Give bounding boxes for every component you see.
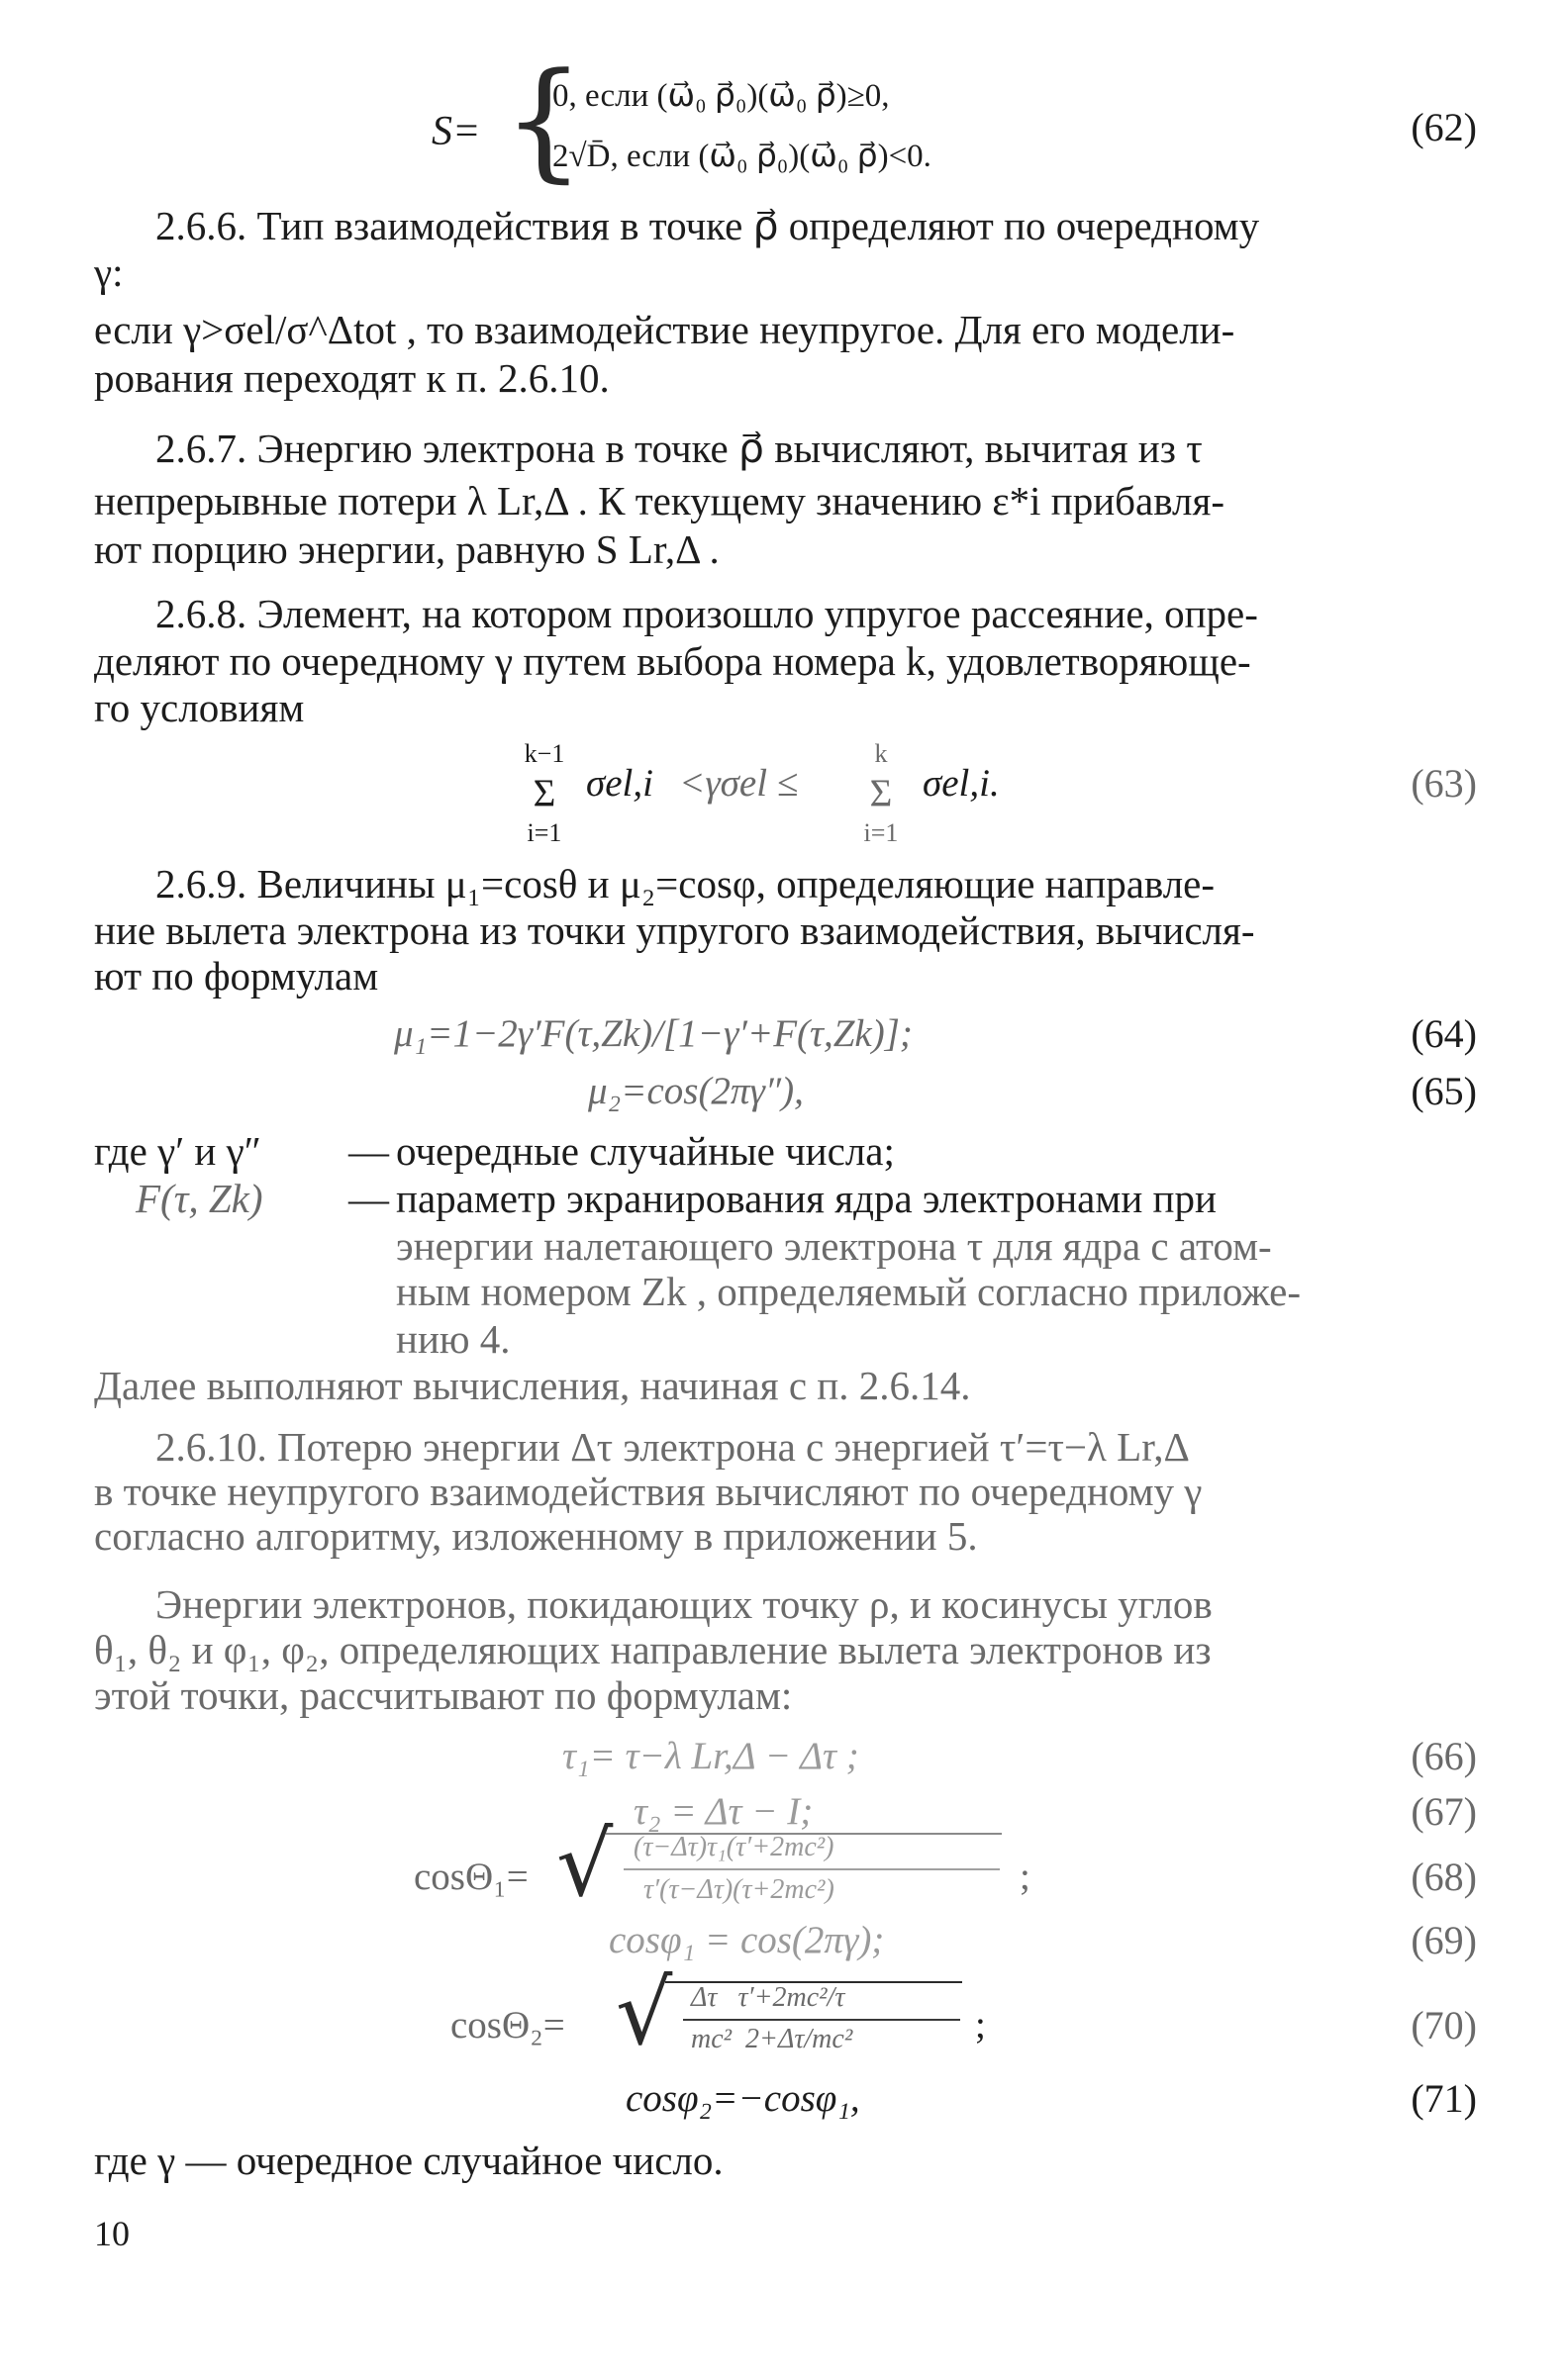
p2610b-line1: Энергии электронов, покидающих точку ρ, и косинусы углов: [155, 1581, 1213, 1627]
def2-line1: параметр экранирования ядра электронами при: [396, 1176, 1217, 1221]
eq62-case2: 2√D̄, если (ω⃗₀ ρ⃗₀)(ω⃗₀ ρ⃗)<0.: [552, 139, 931, 174]
def2-line2: энергии налетающего электрона τ для ядра с атом-: [396, 1223, 1272, 1269]
eq70-tail: ;: [975, 2004, 986, 2047]
p266-line2: γ:: [94, 249, 124, 295]
eq69-number: (69): [1411, 1918, 1477, 1962]
p267-line3: ют порцию энергии, равную S Lr,Δ .: [94, 526, 720, 572]
p268-line2: деляют по очередному γ путем выбора номера k, удовлетворяюще-: [94, 638, 1251, 684]
eq63-term1: σel,i: [586, 762, 653, 805]
eq66-number: (66): [1411, 1734, 1477, 1778]
def1-dash: —: [348, 1128, 389, 1174]
eq70-lhs: cosΘ₂=: [450, 2004, 565, 2047]
eq62-number: (62): [1411, 105, 1477, 149]
def2-dash: —: [348, 1176, 389, 1221]
eq68-number: (68): [1411, 1855, 1477, 1899]
def1-term: где γ′ и γ″: [94, 1128, 261, 1174]
eq63-sum2-bottom: i=1: [863, 818, 899, 847]
eq67-number: (67): [1411, 1789, 1477, 1834]
eq63-middle: <γσel ≤: [679, 762, 799, 805]
eq71-number: (71): [1411, 2076, 1477, 2121]
eq70-fraction-bar: [683, 2019, 960, 2021]
def2-line4: нию 4.: [396, 1316, 511, 1362]
eq68-tail: ;: [1020, 1856, 1030, 1898]
eq63-sum1-sigma: Σ: [533, 772, 556, 814]
p268-line3: го условиям: [94, 685, 305, 730]
p269-line3: ют по формулам: [94, 953, 379, 999]
eq62-brace: {: [503, 45, 585, 195]
eq64-formula: μ₁=1−2γ′F(τ,Zk)/[1−γ′+F(τ,Zk)];: [394, 1012, 913, 1055]
p2610-line2: в точке неупругого взаимодействия вычисляют по очередному γ: [94, 1469, 1203, 1514]
p267-line1: 2.6.7. Энергию электрона в точке ρ⃗ вычисляют, вычитая из τ: [155, 426, 1203, 471]
eq66-formula: τ₁= τ−λ Lr,Δ − Δτ ;: [562, 1735, 859, 1777]
p2610b-line2: θ₁, θ₂ и φ₁, φ₂, определяющих направление вылета электронов из: [94, 1627, 1212, 1672]
eq69-formula: cosφ₁ = cos(2πγ);: [609, 1919, 885, 1961]
eq63-sum2: [851, 734, 911, 853]
eq62-case1: 0, если (ω⃗₀ ρ⃗₀)(ω⃗₀ ρ⃗)≥0,: [552, 78, 890, 114]
p267-line2: непрерывные потери λ Lr,Δ . К текущему значению ε*i прибавля-: [94, 478, 1224, 524]
eq68-lhs: cosΘ₁=: [414, 1856, 529, 1898]
eq71-formula: cosφ₂=−cosφ₁,: [626, 2077, 860, 2120]
def1-text: очередные случайные числа;: [396, 1128, 895, 1174]
page-number: 10: [94, 2214, 130, 2253]
p2610b-line3: этой точки, рассчитывают по формулам:: [94, 1672, 793, 1718]
further-text: Далее выполняют вычисления, начиная с п. 2.6.14.: [94, 1363, 971, 1408]
p266-line3: если γ>σel/σ^Δtot , то взаимодействие неупругое. Для его модели-: [94, 307, 1235, 352]
eq70-denominator: mc² 2+Δτ/mc²: [691, 2024, 853, 2054]
eq70-radical-icon: √: [616, 1961, 673, 2065]
eq70-number: (70): [1411, 2003, 1477, 2047]
p266-line4: рования переходят к п. 2.6.10.: [94, 355, 610, 401]
p266-line1: 2.6.6. Тип взаимодействия в точке ρ⃗ определяют по очередному: [155, 203, 1260, 248]
final-text: где γ — очередное случайное число.: [94, 2138, 724, 2183]
p2610-line1: 2.6.10. Потерю энергии Δτ электрона с энергией τ′=τ−λ Lr,Δ: [155, 1424, 1190, 1470]
eq65-number: (65): [1411, 1069, 1477, 1113]
eq63-sum1: [515, 734, 574, 853]
eq63-sum1-bottom: i=1: [527, 818, 562, 847]
eq63-term2: σel,i.: [923, 762, 1000, 805]
eq68-fraction-bar: [624, 1868, 1000, 1870]
def2-term: F(τ, Zk): [136, 1176, 263, 1221]
p269-line1: 2.6.9. Величины μ₁=cosθ и μ₂=cosφ, определяющие направле-: [155, 861, 1216, 906]
p2610-line3: согласно алгоритму, изложенному в приложении 5.: [94, 1513, 978, 1559]
eq65-formula: μ₂=cos(2πγ″),: [588, 1070, 804, 1112]
eq64-number: (64): [1411, 1011, 1477, 1056]
eq63-number: (63): [1411, 761, 1477, 806]
eq67-formula: τ₂ = Δτ − I;: [634, 1790, 814, 1833]
p269-line2: ние вылета электрона из точки упругого взаимодействия, вычисля-: [94, 907, 1255, 953]
eq63-sum2-top: k: [874, 739, 888, 768]
eq70-numerator: Δτ τ′+2mc²/τ: [691, 1982, 845, 2013]
eq62-lhs: S=: [432, 109, 481, 154]
eq68-denominator: τ′(τ−Δτ)(τ+2mc²): [643, 1874, 834, 1905]
def2-line3: ным номером Zk , определяемый согласно приложе-: [396, 1269, 1301, 1314]
eq68-radical-icon: √: [556, 1813, 614, 1917]
eq68-numerator: (τ−Δτ)τ₁(τ′+2mc²): [634, 1832, 834, 1862]
eq63-sum1-top: k−1: [524, 739, 565, 768]
eq63-sum2-sigma: Σ: [869, 772, 893, 814]
p268-line1: 2.6.8. Элемент, на котором произошло упругое рассеяние, опре-: [155, 591, 1258, 636]
